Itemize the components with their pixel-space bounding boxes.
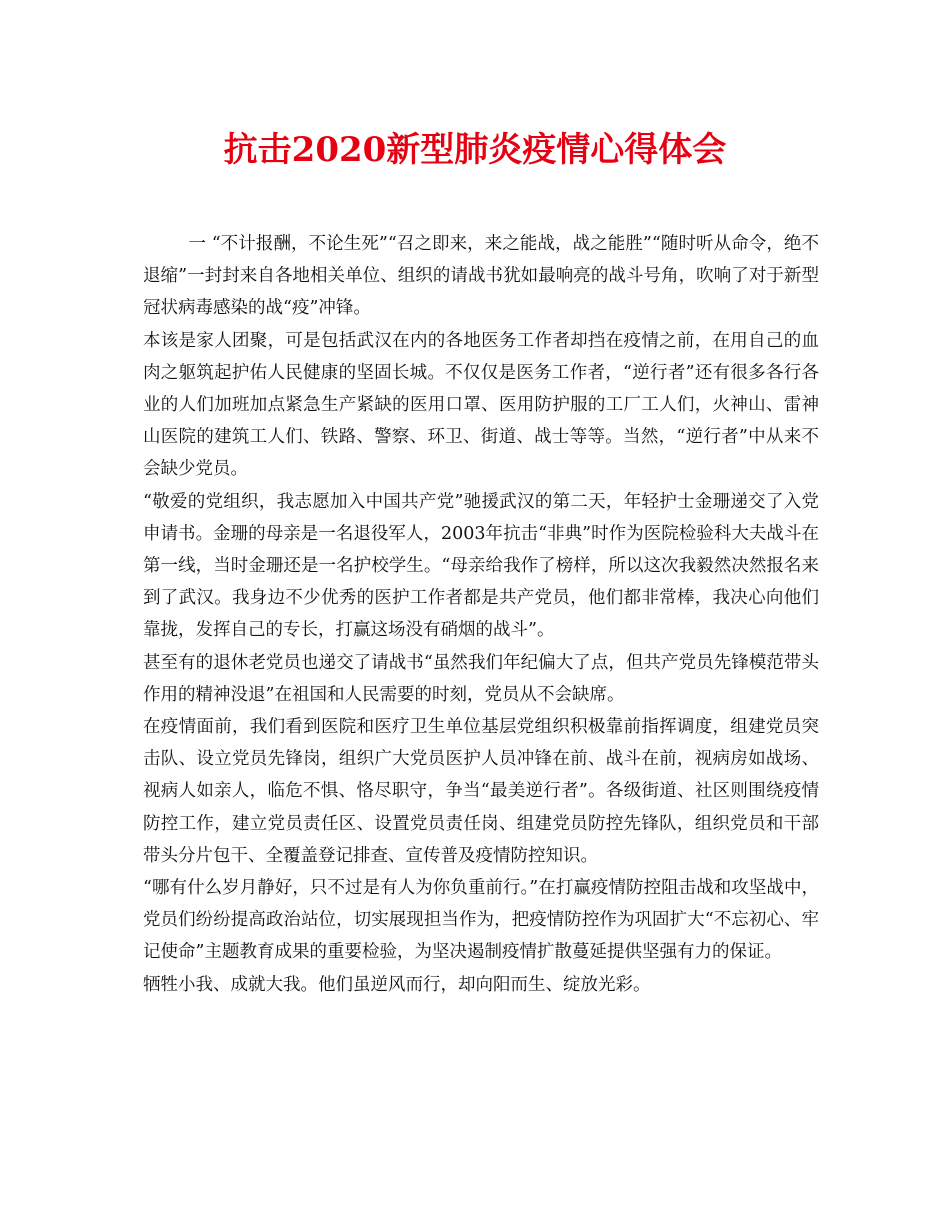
document-body — [143, 228, 819, 1001]
paragraph-2: 本该是家人团聚，可是包括武汉在内的各地医务工作者却挡在疫情之前，在用自己的血肉之躯筑起护佑人民健康的坚固长城。不仅仅是医务工作者，“逆行者”还有很多各行各业的人们加班加点紧急生产紧缺的医用口罩、医用防护服的工厂工人们，火神山、雷神山医院的建筑工人们、铁路、警察、环卫、街道、战士等等。当然，“逆行者”中从来不会缺少党员。 — [143, 330, 819, 480]
paragraph-6: “哪有什么岁月静好，只不过是有人为你负重前行。”在打赢疫情防控阻击战和攻坚战中，党员们纷纷提高政治站位，切实展现担当作为，把疫情防控作为巩固扩大“不忘初心、牢记使命”主题教育成果的重要检验，为坚决遏制疫情扩散蔓延提供坚强有力的保证。 — [143, 878, 819, 963]
paragraph-7: 牺牲小我、成就大我。他们虽逆风而行，却向阳而生、绽放光彩。 — [143, 974, 651, 995]
document-title: 抗击2020新型肺炎疫情心得体会 — [223, 130, 727, 170]
paragraph-1: 一 “不计报酬，不论生死”“召之即来，来之能战，战之能胜”“随时听从命令，绝不退缩”一封封来自各地相关单位、组织的请战书犹如最响亮的战斗号角，吹响了对于新型冠状病毒感染的战“疫”冲锋。 — [143, 234, 819, 319]
paragraph-5: 在疫情面前，我们看到医院和医疗卫生单位基层党组织积极靠前指挥调度，组建党员突击队、设立党员先锋岗，组织广大党员医护人员冲锋在前、战斗在前，视病房如战场、视病人如亲人，临危不惧、恪尽职守，争当“最美逆行者”。各级街道、社区则围绕疫情防控工作，建立党员责任区、设置党员责任岗、组建党员防控先锋队，组织党员和干部带头分片包干、全覆盖登记排查、宣传普及疫情防控知识。 — [143, 717, 819, 866]
paragraph-3: “敬爱的党组织，我志愿加入中国共产党”驰援武汉的第二天，年轻护士金珊递交了入党申请书。金珊的母亲是一名退役军人，2003年抗击“非典”时作为医院检验科大夫战斗在第一线，当时金珊还是一名护校学生。“母亲给我作了榜样，所以这次我毅然决然报名来到了武汉。我身边不少优秀的医护工作者都是共产党员，他们都非常棒，我决心向他们靠拢，发挥自己的专长，打赢这场没有硝烟的战斗”。 — [143, 491, 819, 641]
paragraph-4: 甚至有的退休老党员也递交了请战书“虽然我们年纪偏大了点，但共产党员先锋模范带头作用的精神没退”在祖国和人民需要的时刻，党员从不会缺席。 — [143, 652, 819, 705]
